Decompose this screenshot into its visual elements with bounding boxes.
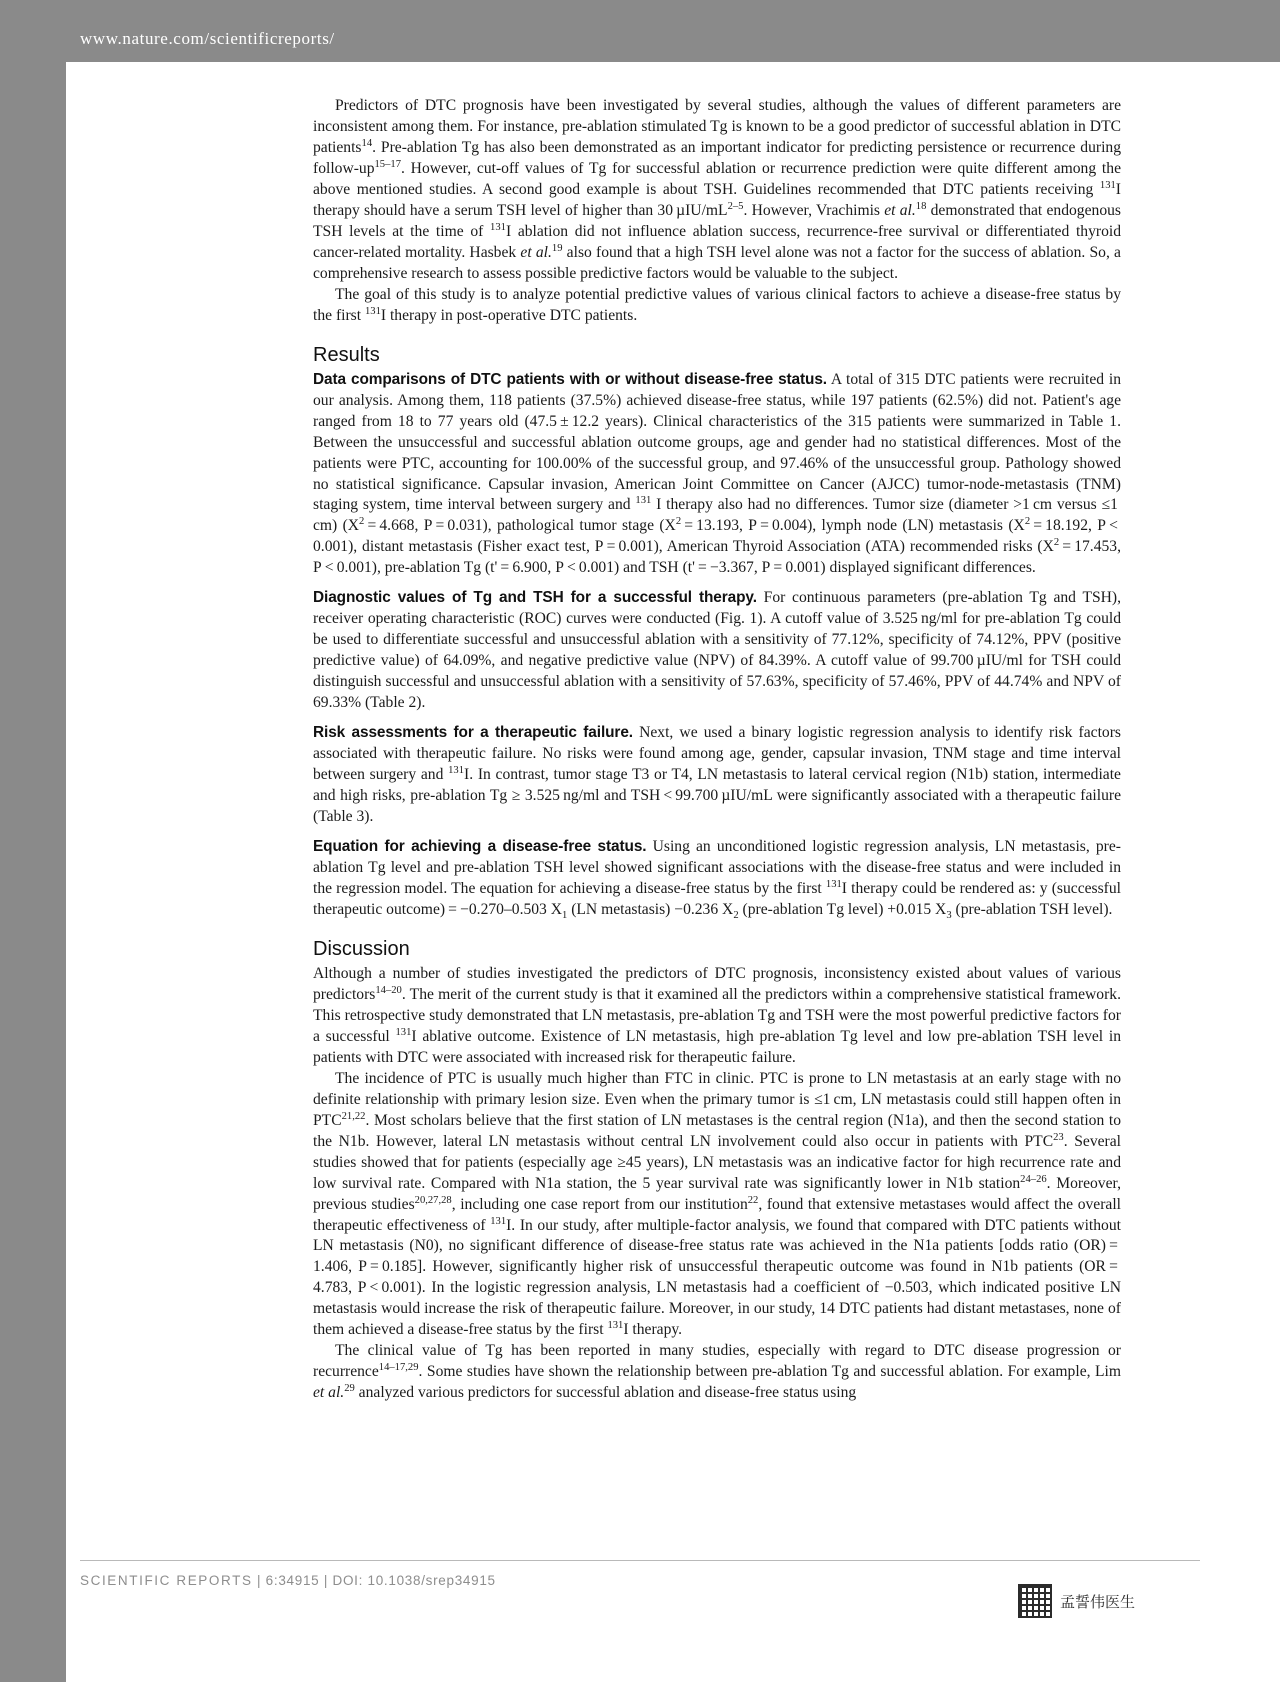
paragraph-text: For continuous parameters (pre-ablation Tg and TSH), receiver operating characteristic (ROC) curves were conducted (Fig. 1). A cutoff value of 3.525 ng/ml for pre-ablation Tg could be used to differentiate successful and unsuccessful ablation with a sensitivity of 77.12%, specificity of 74.12%, PPV (positive predictive value) of 64.09%, and negative predictive value (NPV) of 84.39%. A cutoff value of 99.700 µIU/ml for TSH could distinguish successful and unsuccessful ablation with a sensitivity of 57.63%, specificity of 57.46%, PPV of 44.74% and NPV of 69.33% (Table 2).: [313, 589, 1121, 712]
paragraph-discussion-2: [313, 1069, 1121, 1342]
paragraph-text: = 13.193, P = 0.004), lymph node (LN) metastasis (X: [681, 517, 1025, 535]
isotope-superscript: 131: [490, 1215, 507, 1227]
paragraph-text: analyzed various predictors for successful ablation and disease-free status using: [354, 1384, 857, 1402]
chi-square-superscript: 2: [675, 516, 682, 528]
paragraph-text: I ablative outcome. Existence of LN metastasis, high pre-ablation Tg level and low pre-ablation TSH level in patients with DTC were associated with increased risk for therapeutic failure.: [313, 1027, 1122, 1066]
paragraph-predictors: [313, 96, 1121, 285]
paragraph-text: I. In our study, after multiple-factor analysis, we found that compared with DTC patients without LN metastasis (N0), no significant difference of disease-free status rate was achieved in the N1a patients [odds ratio (OR) = 1.406, P = 0.185]. However, significantly higher risk of unsuccessful therapeutic outcome was found in N1b patients (OR = 4.783, P < 0.001). In the logistic regression analysis, LN metastasis had a coefficient of −0.503, which indicated positive LN metastasis would increase the risk of therapeutic failure. Moreover, in our study, 14 DTC patients had distant metastases, none of them achieved a disease-free status by the first: [313, 1216, 1121, 1339]
paragraph-text: The incidence of PTC is usually much higher than FTC in clinic. PTC is prone to LN metastasis at an early stage with no definite relationship with primary lesion size. Even when the primary tumor is ≤1 cm, LN metastasis could still happen often in PTC: [313, 1069, 1121, 1129]
paragraph-text: . Several studies showed that for patients (especially age ≥45 years), LN metastasis was an indicative factor for high recurrence rate and low survival rate. Compared with N1a station, the 5 year survival rate was significantly lower in N1b station: [313, 1132, 1121, 1192]
et-al-italic: et al.: [520, 243, 552, 261]
paragraph-discussion-3: [313, 1341, 1121, 1404]
isotope-superscript: 131: [607, 1320, 624, 1332]
paragraph-text: also found that a high TSH level alone was not a factor for the success of ablation. So, a comprehensive research to assess possible predictive factors would be valuable to the subject.: [313, 243, 1121, 282]
paragraph-data-comparisons: [313, 370, 1121, 580]
paragraph-discussion-1: [313, 964, 1121, 1069]
paragraph-text: The clinical value of Tg has been reported in many studies, especially with regard to DTC disease progression or recurrence: [313, 1342, 1121, 1381]
subheading-diagnostic-values: Diagnostic values of Tg and TSH for a successful therapy.: [313, 589, 757, 607]
chi-square-superscript: 2: [1053, 537, 1060, 549]
citation-ref: 18: [915, 200, 927, 212]
left-margin-bar: [0, 0, 66, 1682]
wechat-account-name: 孟誓伟医生: [1060, 1593, 1136, 1611]
citation-ref: 29: [344, 1383, 355, 1395]
paragraph-goal: [313, 285, 1121, 327]
heading-results: Results: [313, 343, 380, 366]
paragraph-equation: [313, 837, 1121, 921]
subheading-data-comparisons: Data comparisons of DTC patients with or without disease-free status.: [313, 370, 827, 388]
isotope-superscript: 131: [635, 495, 652, 507]
paragraph-text: I. In contrast, tumor stage T3 or T4, LN metastasis to lateral cervical region (N1b) station, intermediate and high risks, pre-ablation Tg ≥ 3.525 ng/ml and TSH < 99.700 µIU/mL were significantly associated with a therapeutic failure (Table 3).: [313, 766, 1121, 826]
paragraph-text: Predictors of DTC prognosis have been investigated by several studies, although the values of different parameters are inconsistent among them. For instance, pre-ablation stimulated Tg is known to be a good predictor of successful ablation in DTC patients: [313, 97, 1121, 156]
citation-ref: 14: [361, 137, 373, 149]
journal-url: www.nature.com/scientificreports/: [80, 29, 335, 48]
paragraph-text: I therapy.: [623, 1321, 683, 1339]
paragraph-text: The goal of this study is to analyze potential predictive values of various clinical factors to achieve a disease-free status by the first: [313, 285, 1121, 324]
isotope-superscript: 131: [364, 305, 381, 317]
paragraph-risk-assessments: [313, 723, 1121, 828]
paragraph-text: , including one case report from our institution: [451, 1195, 748, 1213]
chi-square-superscript: 2: [359, 516, 365, 528]
paragraph-text: . Pre-ablation Tg has also been demonstrated as an important indicator for predicting persistence or recurrence during follow-up: [313, 138, 1121, 177]
citation-ref: 21,22: [341, 1110, 366, 1122]
paragraph-text: Using an unconditioned logistic regression analysis, LN metastasis, pre-ablation Tg level and pre-ablation TSH level showed significant associations with the disease-free status and were included in the regression model. The equation for achieving a disease-free status by the first: [313, 838, 1121, 897]
journal-name: SCIENTIFIC REPORTS: [80, 1573, 253, 1588]
paragraph-text: (pre-ablation TSH level).: [951, 900, 1113, 918]
paragraph-text: . Most scholars believe that the first station of LN metastases is the central region (N1a), and then the second station to the N1b. However, lateral LN metastasis without central LN involvement could also occur in patients with PTC: [313, 1111, 1121, 1150]
citation-ref: 19: [551, 242, 563, 254]
paragraph-text: = 4.668, P = 0.031), pathological tumor stage (X: [364, 517, 676, 535]
citation-ref: 14–20: [375, 984, 402, 996]
paragraph-text: = 18.192, P < 0.001), distant metastasis (Fisher exact test, P = 0.001), American Thyroid Association (ATA) recommended risks (X: [313, 517, 1121, 556]
citation-details: | 6:34915 | DOI: 10.1038/srep34915: [252, 1573, 496, 1588]
qr-code-icon: [1018, 1584, 1052, 1618]
paragraph-text: . However, Vrachimis: [743, 201, 885, 219]
citation-ref: 15–17: [374, 158, 401, 170]
paragraph-text: I therapy could be rendered as: y (successful therapeutic outcome) = −0.270–0.503 X: [313, 879, 1122, 918]
paragraph-text: I therapy should have a serum TSH level of higher than 30 µIU/mL: [313, 180, 1121, 219]
isotope-superscript: 131: [448, 764, 465, 776]
subheading-risk-assessments: Risk assessments for a therapeutic failure.: [313, 724, 633, 742]
paragraph-text: I therapy also had no differences. Tumor size (diameter >1 cm versus ≤1 cm) (X: [313, 496, 1122, 535]
paragraph-text: demonstrated that endogenous TSH levels at the time of: [313, 201, 1121, 240]
chi-square-superscript: 2: [1024, 516, 1031, 528]
paragraph-text: Although a number of studies investigated the predictors of DTC prognosis, inconsistency existed about values of various predictors: [313, 964, 1121, 1003]
paragraph-text: . The merit of the current study is that it examined all the predictors within a comprehensive statistical framework. This retrospective study demonstrated that LN metastasis, pre-ablation Tg and TSH were the most powerful predictive factors for a successful: [313, 985, 1121, 1045]
citation-ref: 23: [1053, 1131, 1064, 1143]
footer-divider: [80, 1560, 1200, 1561]
paragraph-text: . Moreover, previous studies: [313, 1174, 1121, 1213]
paragraph-text: I ablation did not influence ablation success, recurrence-free survival or differentiated thyroid cancer-related mortality. Hasbek: [313, 222, 1121, 261]
paragraph-text: Next, we used a binary logistic regression analysis to identify risk factors associated with therapeutic failure. No risks were found among age, gender, capsular invasion, TNM stage and time interval between surgery and: [313, 724, 1121, 784]
paragraph-text: A total of 315 DTC patients were recruited in our analysis. Among them, 118 patients (37.5%) achieved disease-free status, while 197 patients (62.5%) did not. Patient's age ranged from 18 to 77 years old (47.5 ± 12.2 years). Clinical characteristics of the 315 patients were summarized in Table 1. Between the unsuccessful and successful ablation outcome groups, age and gender had no statistical differences. Most of the patients were PTC, accounting for 100.00% of the successful group, and 97.46% of the unsuccessful group. Pathology showed no statistical significance. Capsular invasion, American Joint Committee on Cancer (AJCC) tumor-node-metastasis (TNM) staging system, time interval between surgery and: [313, 370, 1121, 514]
citation-ref: 20,27,28: [414, 1194, 452, 1206]
isotope-superscript: 131: [825, 878, 842, 890]
citation-ref: 14–17,29: [378, 1362, 419, 1374]
paragraph-text: = 17.453, P < 0.001), pre-ablation Tg (t' = 6.900, P < 0.001) and TSH (t' = −3.367, P = 0.001) displayed significant differences.: [313, 538, 1121, 577]
isotope-superscript: 131: [395, 1026, 412, 1038]
isotope-superscript: 131: [490, 221, 506, 233]
paragraph-text: . However, cut-off values of Tg for successful ablation or recurrence prediction were quite different among the above mentioned studies. A second good example is about TSH. Guidelines recommended that DTC patients receiving: [313, 159, 1121, 198]
et-al-italic: et al.: [884, 201, 916, 219]
isotope-superscript: 131: [1099, 179, 1116, 191]
variable-subscript: 3: [946, 910, 952, 922]
paragraph-text: . Some studies have shown the relationship between pre-ablation Tg and successful ablation. For example, Lim: [418, 1363, 1121, 1381]
paragraph-text: , found that extensive metastases would affect the overall therapeutic effectiveness of: [313, 1195, 1122, 1234]
citation-ref: 2–5: [727, 200, 744, 212]
paragraph-diagnostic-values: [313, 588, 1121, 714]
citation-ref: 22: [747, 1194, 759, 1206]
paragraph-text: (LN metastasis) −0.236 X: [567, 900, 734, 918]
paragraph-text: I therapy in post-operative DTC patients.: [380, 306, 638, 324]
paragraph-text: (pre-ablation Tg level) +0.015 X: [738, 900, 947, 918]
variable-subscript: 1: [562, 910, 568, 922]
article-body: [313, 96, 1121, 1404]
subheading-equation: Equation for achieving a disease-free status.: [313, 838, 647, 855]
et-al-italic: et al.: [313, 1384, 345, 1402]
citation-ref: 24–26: [1020, 1173, 1047, 1185]
wechat-watermark: [1018, 1584, 1135, 1618]
heading-discussion: Discussion: [313, 937, 410, 960]
footer-citation: [80, 1573, 496, 1588]
variable-subscript: 2: [733, 910, 739, 922]
